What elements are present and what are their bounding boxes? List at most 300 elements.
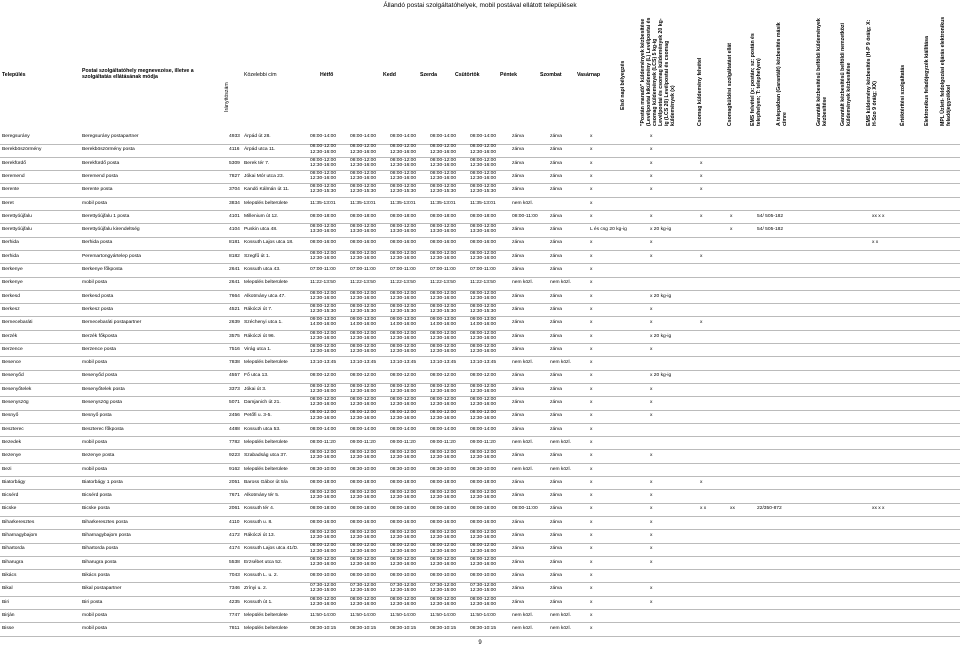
- cell-telepules: Bikács: [2, 572, 17, 578]
- cell-irsz: 2061: [229, 506, 240, 512]
- cell-cim: Kossuth u. 8.: [244, 519, 273, 525]
- cell-v: zárva: [550, 413, 562, 419]
- cell-szo: zárva: [512, 533, 524, 538]
- cell-h: 08:00-11:20: [310, 439, 336, 445]
- cell-x1: x: [590, 479, 593, 485]
- cell-sz: 08:00-12:00 13:30-16:00: [390, 224, 417, 235]
- cell-h: 08:00-12:00 12:30-16:00: [310, 397, 337, 408]
- cell-x3: x: [700, 253, 703, 259]
- cell-irsz: 8182: [229, 253, 240, 259]
- table-row: [0, 490, 960, 503]
- cell-irsz: 4101: [229, 213, 240, 219]
- cell-x2: x: [650, 493, 653, 499]
- cell-k: 08:00-18:00: [350, 506, 377, 512]
- cell-x2: x 20 kg-ig: [650, 333, 672, 339]
- cell-megnevezes: mobil posta: [82, 280, 108, 286]
- cell-cs: 07:30-12:00 12:30-15:00: [430, 583, 457, 594]
- cell-x1: x: [590, 559, 593, 565]
- cell-cs: 08:00-12:00 12:30-16:00: [430, 450, 457, 461]
- cell-cim: Alkotmány utca 47.: [244, 293, 286, 299]
- header-megnevezes: Postai szolgáltatóhely megnevezése, illetve a szolgáltatás ellátásának módja: [82, 68, 194, 80]
- cell-cim: Rákóczi út 13.: [244, 533, 275, 538]
- cell-sz: 08:00-14:00: [390, 426, 417, 432]
- cell-h: 08:00-14:00: [310, 134, 337, 139]
- cell-x2: x: [650, 253, 653, 259]
- cell-x2: x: [650, 479, 653, 485]
- cell-h: 11:22-13:50: [310, 280, 336, 286]
- cell-cs: 08:00-12:00 12:30-16:00: [430, 596, 457, 607]
- cell-cim: Kossuth L. u. 2.: [244, 572, 278, 578]
- cell-h: 08:00-16:00: [310, 519, 337, 525]
- table-row: [0, 570, 960, 583]
- cell-szo: zárva: [512, 147, 524, 153]
- cell-telepules: Beregsurány: [2, 134, 30, 139]
- cell-cim: Jókai út 3.: [244, 386, 267, 392]
- cell-irsz: 4933: [229, 134, 240, 139]
- cell-k: 08:00-16:00: [350, 240, 377, 246]
- cell-x2: x: [650, 453, 653, 459]
- cell-p: 08:00-16:00: [470, 240, 497, 246]
- cell-szo: zárva: [512, 599, 524, 605]
- cell-sz: 08:00-12:00 12:30-16:00: [390, 330, 417, 341]
- cell-x1: x: [590, 493, 593, 499]
- cell-k: 08:00-12:00 12:30-15:30: [350, 184, 377, 195]
- cell-sz: 08:00-18:00: [390, 506, 417, 512]
- cell-v: nem közl.: [550, 612, 571, 618]
- cell-x1: L és csg 20 kg-ig: [590, 227, 627, 233]
- cell-szo: zárva: [512, 559, 524, 565]
- cell-x3: x: [700, 160, 703, 166]
- cell-szo: zárva: [512, 253, 524, 259]
- cell-megnevezes: Bihartorda posta: [82, 546, 118, 552]
- header-elektronikus-feladojegyzek: Elektronikus feladójegyzék kiállítása: [924, 36, 930, 126]
- cell-cim: Kossuth Lajos utca 18.: [244, 240, 294, 246]
- cell-x2: x 20 kg-ig: [650, 227, 672, 233]
- table-row: [0, 410, 960, 423]
- cell-k: 08:00-10:00: [350, 572, 377, 578]
- cell-telepules: Biharnagybajom: [2, 533, 38, 538]
- cell-sz: 08:00-12:00 12:30-16:00: [390, 170, 417, 182]
- cell-x2: x: [650, 173, 653, 179]
- cell-cs: 08:00-12:00 12:30-15:30: [430, 184, 457, 195]
- cell-h: 11:35-13:01: [310, 200, 336, 206]
- cell-irsz: 8181: [229, 240, 240, 246]
- cell-p: 08:00-12:00 12:30-16:00: [470, 343, 497, 354]
- header-mpl-uzleti: MPL Üzleti- feldolgozási eljárás elektronikus feladójegyzékkel: [940, 16, 952, 126]
- cell-cim: település belterülete: [244, 612, 288, 618]
- cell-cim: Árpád utca 11.: [244, 147, 276, 153]
- cell-sz: 08:00-16:00: [390, 240, 417, 246]
- cell-x2: x: [650, 599, 653, 605]
- cell-szo: zárva: [512, 346, 524, 352]
- cell-p: 11:35-13:01: [470, 200, 496, 206]
- cell-p: 08:30-10:00: [470, 466, 497, 472]
- table-row: [0, 198, 960, 211]
- cell-sz: 08:00-12:00 12:30-15:30: [390, 303, 417, 315]
- cell-cs: 11:50-14:00: [430, 612, 456, 618]
- cell-megnevezes: Bicsérd posta: [82, 493, 112, 499]
- cell-cim: Széchenyi utca 1.: [244, 320, 283, 326]
- cell-x1: x: [590, 187, 593, 193]
- header-telepules: Település: [2, 72, 26, 78]
- cell-v: zárva: [550, 293, 562, 299]
- cell-cim: Árpád út 28.: [244, 134, 271, 139]
- cell-p: 08:00-14:00: [470, 426, 497, 432]
- cell-megnevezes: Berkesz posta: [82, 306, 113, 312]
- cell-szo: zárva: [512, 240, 524, 246]
- cell-x1: x: [590, 426, 593, 432]
- cell-p: 08:00-12:00 12:30-16:00: [470, 450, 497, 461]
- header-garantalt-nemzetkozi: Garantált kézbesítésű belföldi nemzetközi küldemények kézbesítése: [840, 23, 852, 126]
- cell-x1: x: [590, 147, 593, 153]
- cell-h: 08:00-18:00: [310, 479, 337, 485]
- cell-x1: x: [590, 267, 593, 272]
- cell-megnevezes: Beremend posta: [82, 173, 118, 179]
- cell-szo: nem közl.: [512, 439, 533, 445]
- cell-p: 09:00-11:20: [470, 439, 496, 445]
- cell-x2: x: [650, 413, 653, 419]
- cell-cs: 08:00-12:00 12:30-16:00: [430, 290, 457, 301]
- cell-megnevezes: Berkenye főkposta: [82, 267, 123, 272]
- cell-telepules: Berkesd: [2, 293, 20, 299]
- cell-sz: 08:00-12:00 12:30-16:00: [390, 596, 417, 607]
- cell-x2: x: [650, 240, 653, 246]
- cell-v: zárva: [550, 187, 562, 193]
- cell-k: 07:00-11:00: [350, 267, 376, 272]
- cell-p: 08:00-18:00: [470, 213, 497, 219]
- cell-cs: 08:00-12:00 12:30-16:00: [430, 157, 457, 168]
- cell-cs: 08:00-14:00: [430, 426, 457, 432]
- cell-h: 07:30-12:00 12:30-15:00: [310, 583, 337, 594]
- cell-p: 08:30-10:15: [470, 626, 497, 632]
- cell-telepules: Bezi: [2, 466, 12, 472]
- cell-x1: x: [590, 519, 593, 525]
- cell-x2: x: [650, 519, 653, 525]
- cell-irsz: 4235: [229, 599, 240, 605]
- cell-telepules: Berkenye: [2, 280, 23, 286]
- cell-megnevezes: mobil posta: [82, 360, 108, 366]
- cell-szo: zárva: [512, 187, 524, 193]
- cell-megnevezes: Biatorbágy 1 posta: [82, 479, 123, 485]
- cell-cs: 09:00-11:20: [430, 439, 456, 445]
- cell-x1: x: [590, 134, 593, 139]
- cell-p: 08:00-12:00 12:30-16:00: [470, 290, 497, 301]
- cell-h: 08:00-12:00: [310, 373, 337, 379]
- cell-cs: 08:00-18:00: [430, 479, 457, 485]
- cell-szo: zárva: [512, 519, 524, 525]
- cell-telepules: Berettyóújfalu: [2, 213, 32, 219]
- cell-cs: 08:00-12:00 12:30-16:00: [430, 530, 457, 541]
- cell-x1: x: [590, 439, 593, 445]
- cell-telepules: Beret: [2, 200, 14, 206]
- cell-cs: 08:00-10:00: [430, 572, 457, 578]
- cell-sz: 08:00-12:00 12:30-16:00: [390, 343, 417, 354]
- cell-h: 13:10-13:45: [310, 360, 337, 366]
- table-row: [0, 450, 960, 463]
- table-row: [0, 610, 960, 623]
- cell-h: 08:00-12:00 12:30-16:00: [310, 330, 337, 341]
- cell-p: 08:00-12:00 12:30-16:00: [470, 397, 497, 408]
- cell-megnevezes: Berzence posta: [82, 346, 116, 352]
- cell-megnevezes: Berente posta: [82, 187, 113, 193]
- cell-v: zárva: [550, 599, 562, 605]
- table-row: [0, 331, 960, 344]
- cell-cs: 11:35-13:01: [430, 200, 456, 206]
- cell-x5: 54/ 505-182: [757, 227, 784, 233]
- cell-cs: 08:00-16:00: [430, 240, 457, 246]
- cell-sz: 09:00-11:20: [390, 439, 416, 445]
- cell-szo: 08:00-11:00: [512, 506, 538, 512]
- cell-h: 08:00-12:00 12:30-16:00: [310, 157, 337, 168]
- cell-megnevezes: Peremartongyártelep posta: [82, 253, 141, 259]
- cell-v: nem közl.: [550, 626, 571, 632]
- cell-megnevezes: Besenyszög posta: [82, 400, 122, 405]
- cell-x1: x: [590, 373, 593, 379]
- cell-x3: x: [700, 187, 703, 193]
- cell-x1: x: [590, 599, 593, 605]
- cell-sz: 08:30-10:00: [390, 466, 417, 472]
- table-row: [0, 184, 960, 197]
- cell-x1: x: [590, 240, 593, 246]
- cell-megnevezes: Berkesd posta: [82, 293, 114, 299]
- cell-k: 08:00-18:00: [350, 213, 377, 219]
- cell-x1: x: [590, 346, 593, 352]
- cell-k: 08:00-12:00 12:30-16:00: [350, 170, 377, 182]
- table-header: [0, 12, 960, 126]
- cell-x6: xx x x: [872, 213, 885, 219]
- table-row: [0, 424, 960, 437]
- cell-v: zárva: [550, 519, 562, 525]
- cell-cim: Kossuth utca 43.: [244, 267, 281, 272]
- cell-x2: x: [650, 586, 653, 592]
- cell-sz: 08:00-12:00 12:30-16:00: [390, 410, 417, 421]
- cell-x1: x: [590, 413, 593, 419]
- cell-x1: x: [590, 546, 593, 552]
- cell-k: 08:00-12:00 12:30-16:00: [350, 290, 377, 301]
- cell-v: zárva: [550, 559, 562, 565]
- cell-szo: zárva: [512, 173, 524, 179]
- cell-h: 08:00-12:00 12:30-16:00: [310, 596, 337, 607]
- cell-cim: Virág utca 1.: [244, 346, 272, 352]
- cell-cs: 08:00-12:00 13:30-16:00: [430, 224, 457, 235]
- table-row: [0, 623, 960, 636]
- cell-h: 08:00-12:00 12:30-16:00: [310, 144, 337, 155]
- cell-h: 08:00-12:00 12:30-16:00: [310, 250, 337, 261]
- table-row: [0, 211, 960, 224]
- cell-h: 08:00-12:00 12:30-16:00: [310, 543, 337, 554]
- cell-sz: 08:00-12:00 12:30-16:00: [390, 450, 417, 461]
- cell-h: 08:00-18:00: [310, 506, 337, 512]
- cell-telepules: Besence: [2, 360, 22, 366]
- header-ems-felvetel: EMS felvétel (x: postán; sz: postán és telephelyen; T: telephelyen): [750, 33, 762, 126]
- header-postan-marado: "Postán maradó" küldemények kézbesítése (Levélpostai kiküldemény (L) Levélpostai és csomag küldemények (LCS) 5 kg-ig Levélpostai és csomag küldemények 20 kg-ig (LCS 20) Levélpostai és csomag küldemények (x): [640, 17, 676, 126]
- cell-szo: nem közl.: [512, 200, 533, 206]
- cell-irsz: 2641: [229, 280, 240, 286]
- cell-k: 08:00-12:00 12:30-16:00: [350, 543, 377, 554]
- cell-megnevezes: Besenyőtelek posta: [82, 386, 125, 392]
- cell-sz: 07:30-12:00 12:30-15:00: [390, 583, 417, 594]
- cell-irsz: 3575: [229, 333, 240, 339]
- cell-v: zárva: [550, 173, 562, 179]
- cell-irsz: 4488: [229, 426, 240, 432]
- cell-szo: zárva: [512, 426, 524, 432]
- cell-x5: 54/ 505-182: [757, 213, 784, 219]
- cell-cim: Kossuth tér 4.: [244, 506, 275, 512]
- cell-x2: x: [650, 134, 653, 139]
- cell-h: 08:00-12:00 12:30-16:00: [310, 490, 337, 501]
- cell-x2: x: [650, 147, 653, 153]
- cell-p: 08:00-10:00: [470, 572, 497, 578]
- cell-irsz: 7664: [229, 293, 240, 299]
- cell-telepules: Bernecebaráti: [2, 320, 33, 326]
- cell-h: 08:00-12:00 12:30-16:00: [310, 450, 337, 461]
- cell-megnevezes: Beregsurány postapartner: [82, 134, 139, 139]
- cell-p: 08:00-12:00 12:30-16:00: [470, 530, 497, 541]
- cell-k: 08:00-12:00 12:30-16:00: [350, 157, 377, 168]
- table-row: [0, 597, 960, 610]
- header-iranyitoszam: Irányítószám: [224, 82, 230, 112]
- table-row: [0, 277, 960, 290]
- cell-telepules: Bihartorda: [2, 546, 25, 552]
- cell-irsz: 7043: [229, 572, 240, 578]
- cell-telepules: Berkesz: [2, 306, 20, 312]
- cell-h: 08:00-12:00 12:30-16:00: [310, 410, 337, 421]
- cell-h: 08:00-12:00 12:30-16:00: [310, 556, 337, 567]
- cell-telepules: Bikal: [2, 586, 13, 592]
- cell-p: 08:00-12:00 12:30-16:00: [470, 144, 497, 155]
- cell-k: 07:30-12:00 12:30-15:00: [350, 583, 377, 594]
- cell-v: zárva: [550, 320, 562, 326]
- cell-megnevezes: Besnyő posta: [82, 413, 112, 419]
- cell-x2: x: [650, 346, 653, 352]
- cell-h: 08:00-12:00 12:30-16:00: [310, 343, 337, 354]
- cell-k: 08:00-18:00: [350, 479, 377, 485]
- cell-p: 08:00-18:00: [470, 479, 497, 485]
- cell-x4: x: [730, 227, 733, 233]
- cell-sz: 09:00-13:00 14:00-16:00: [390, 317, 417, 328]
- table-row: [0, 224, 960, 237]
- cell-cs: 09:00-13:00 14:00-16:00: [430, 317, 457, 328]
- cell-megnevezes: mobil posta: [82, 200, 108, 206]
- cell-szo: nem közl.: [512, 360, 533, 366]
- cell-v: zárva: [550, 346, 562, 352]
- cell-k: 09:00-13:00 14:00-16:00: [350, 317, 377, 328]
- cell-x5: 22/350-872: [757, 506, 782, 512]
- cell-irsz: 4521: [229, 306, 240, 312]
- cell-szo: zárva: [512, 586, 524, 592]
- cell-h: 09:00-13:00 14:00-16:00: [310, 317, 337, 328]
- header-garantalt-belfoldi: Garantált kézbesítésű belföldi küldemények kézbesítése: [816, 18, 828, 126]
- cell-v: zárva: [550, 453, 562, 459]
- cell-cim: Rákóczi út 7.: [244, 306, 273, 312]
- cell-telepules: Biri: [2, 599, 10, 605]
- cell-cs: 08:00-12:00 12:30-16:00: [430, 343, 457, 354]
- cell-p: 08:00-12:00 13:30-16:00: [470, 224, 497, 235]
- cell-p: 09:00-13:00 14:00-16:00: [470, 317, 497, 328]
- table-row: [0, 237, 960, 250]
- cell-p: 08:00-16:00: [470, 519, 497, 525]
- cell-irsz: 7838: [229, 360, 240, 366]
- cell-szo: zárva: [512, 572, 524, 578]
- cell-irsz: 4174: [229, 546, 240, 552]
- cell-telepules: Berkenye: [2, 267, 23, 272]
- cell-h: 08:30-10:00: [310, 466, 337, 472]
- cell-cs: 11:22-13:50: [430, 280, 456, 286]
- cell-megnevezes: Berekfürdő posta: [82, 160, 120, 166]
- cell-x2: x: [650, 506, 653, 512]
- cell-v: zárva: [550, 493, 562, 499]
- cell-telepules: Besenyőd: [2, 373, 24, 379]
- cell-irsz: 4116: [229, 147, 240, 153]
- cell-cs: 08:00-12:00 12:30-16:00: [430, 543, 457, 554]
- table-row: [0, 543, 960, 556]
- cell-cim: Rákóczi út 96.: [244, 333, 275, 339]
- cell-h: 08:00-16:00: [310, 240, 337, 246]
- cell-x3: x: [700, 213, 703, 219]
- cell-v: nem közl.: [550, 466, 571, 472]
- cell-x1: x: [590, 466, 593, 472]
- cell-v: zárva: [550, 572, 562, 578]
- cell-szo: zárva: [512, 386, 524, 392]
- table-row: [0, 464, 960, 477]
- cell-v: zárva: [550, 227, 562, 233]
- cell-sz: 08:30-10:15: [390, 626, 417, 632]
- cell-irsz: 7346: [229, 586, 240, 592]
- header-pentek: Péntek: [500, 72, 518, 78]
- cell-v: nem közl.: [550, 280, 571, 286]
- cell-h: 08:00-18:00: [310, 213, 337, 219]
- cell-telepules: Bezenye: [2, 453, 22, 459]
- cell-szo: zárva: [512, 267, 524, 272]
- cell-telepules: Besenyőtelek: [2, 386, 32, 392]
- cell-p: 08:00-12:00 12:30-16:00: [470, 556, 497, 567]
- cell-telepules: Berettyóújfalu: [2, 227, 32, 233]
- cell-cim: Szabadság utca 37.: [244, 453, 288, 459]
- cell-x1: x: [590, 333, 593, 339]
- cell-megnevezes: mobil posta: [82, 626, 108, 632]
- cell-v: zárva: [550, 506, 562, 512]
- cell-szo: zárva: [512, 453, 524, 459]
- cell-x3: x x: [700, 506, 707, 512]
- header-ertekterites: Értéktérítési szolgáltatás: [900, 64, 906, 126]
- cell-sz: 08:00-18:00: [390, 213, 417, 219]
- cell-megnevezes: Berekböszörmény posta: [82, 147, 135, 153]
- cell-k: 11:35-13:01: [350, 200, 376, 206]
- header-vasarnap: Vasárnap: [577, 72, 601, 78]
- cell-telepules: Beszterec: [2, 426, 24, 432]
- cell-cs: 08:00-12:00 12:30-16:00: [430, 250, 457, 261]
- cell-h: 08:00-12:00 12:30-16:00: [310, 383, 337, 394]
- cell-x1: x: [590, 360, 593, 366]
- cell-irsz: 7782: [229, 439, 240, 445]
- table-row: [0, 557, 960, 570]
- cell-k: 08:00-12:00 12:30-16:00: [350, 144, 377, 155]
- cell-k: 08:00-12:00 12:30-15:30: [350, 303, 377, 315]
- cell-megnevezes: Besenyőd posta: [82, 373, 118, 379]
- cell-h: 08:00-12:00 12:30-15:30: [310, 303, 337, 315]
- cell-v: zárva: [550, 546, 562, 552]
- cell-megnevezes: Berettyóújfalu 1 posta: [82, 213, 130, 219]
- cell-x1: x: [590, 386, 593, 392]
- cell-k: 08:00-12:00 12:30-16:00: [350, 410, 377, 421]
- table-row: [0, 144, 960, 157]
- cell-x1: x: [590, 173, 593, 179]
- cell-telepules: Besnyő: [2, 413, 19, 419]
- table-row: [0, 384, 960, 397]
- cell-cim: Millenium út 12.: [244, 213, 279, 219]
- cell-p: 08:00-12:00 12:30-16:00: [470, 157, 497, 168]
- table-row: [0, 477, 960, 490]
